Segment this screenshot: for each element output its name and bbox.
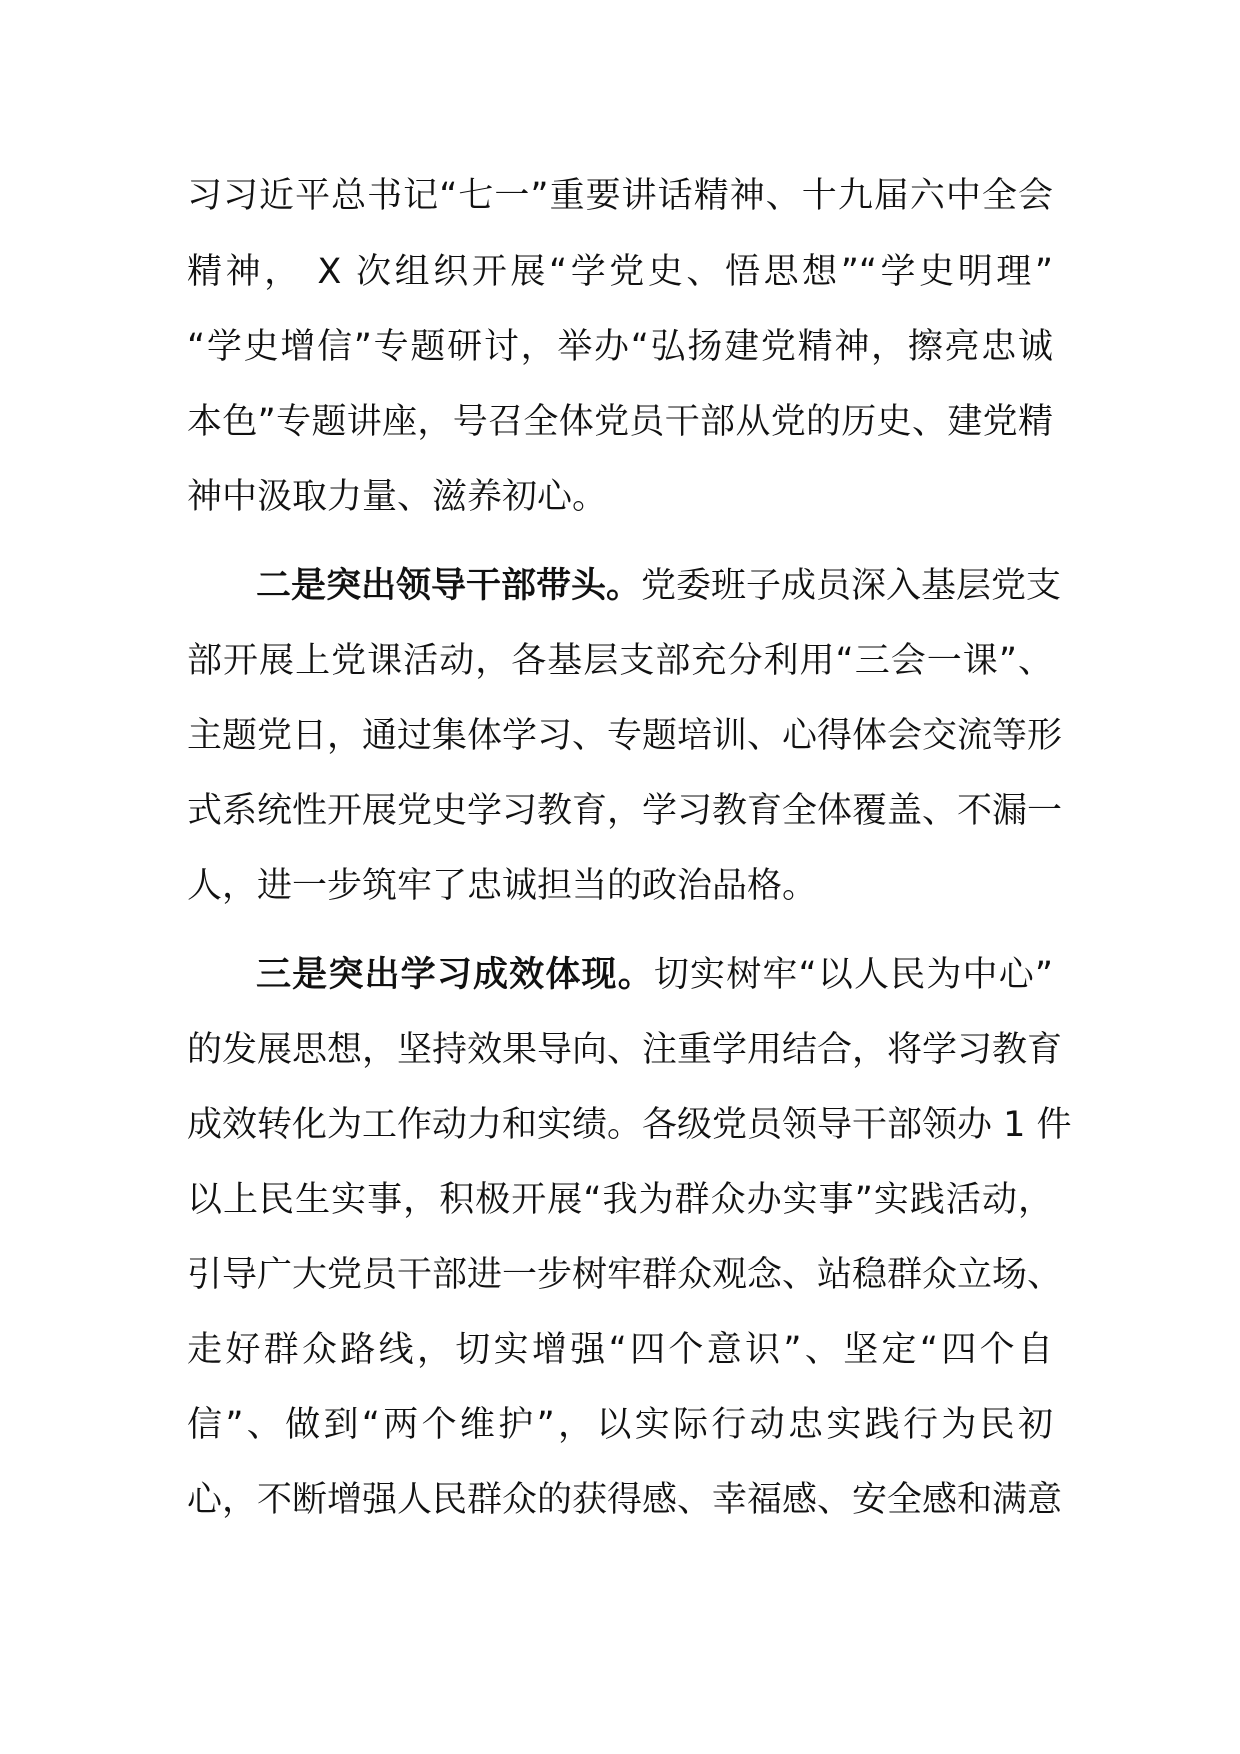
body-line: 心，不断增强人民群众的获得感、幸福感、安全感和满意 (187, 1480, 1063, 1520)
body-line: 成效转化为工作动力和实绩。各级党员领导干部领办 1 件 (187, 1105, 1072, 1145)
body-line: 以上民生实事，积极开展“我为群众办实事”实践活动， (187, 1180, 1053, 1220)
body-line: 的发展思想，坚持效果导向、注重学用结合，将学习教育 (187, 1030, 1063, 1070)
body-line: 引导广大党员干部进一步树牢群众观念、站稳群众立场、 (187, 1255, 1063, 1295)
body-line: 信”、做到“两个维护”，以实际行动忠实践行为民初 (187, 1405, 1053, 1445)
paragraph-heading: 二是突出领导干部带头。 (256, 566, 642, 606)
body-line: 式系统性开展党史学习教育，学习教育全体覆盖、不漏一 (187, 791, 1063, 831)
body-line: 三是突出学习成效体现。切实树牢“以人民为中心” (256, 955, 1054, 995)
body-line: 二是突出领导干部带头。党委班子成员深入基层党支 (256, 566, 1062, 606)
body-line: 习习近平总书记“七一”重要讲话精神、十九届六中全会 (187, 176, 1053, 216)
body-line: 精神， X 次组织开展“学党史、悟思想”“学史明理” (187, 252, 1053, 292)
body-line: 人，进一步筑牢了忠诚担当的政治品格。 (187, 866, 818, 906)
body-line: 部开展上党课活动，各基层支部充分利用“三会一课”、 (187, 641, 1053, 681)
body-line: 本色”专题讲座，号召全体党员干部从党的历史、建党精 (187, 402, 1053, 442)
paragraph-heading: 三是突出学习成效体现。 (256, 955, 654, 995)
body-line: 走好群众路线，切实增强“四个意识”、坚定“四个自 (187, 1330, 1053, 1370)
body-line: 主题党日，通过集体学习、专题培训、心得体会交流等形 (187, 716, 1063, 756)
body-line: “学史增信”专题研讨，举办“弘扬建党精神，擦亮忠诚 (187, 327, 1053, 367)
body-line: 神中汲取力量、滋养初心。 (187, 477, 608, 517)
